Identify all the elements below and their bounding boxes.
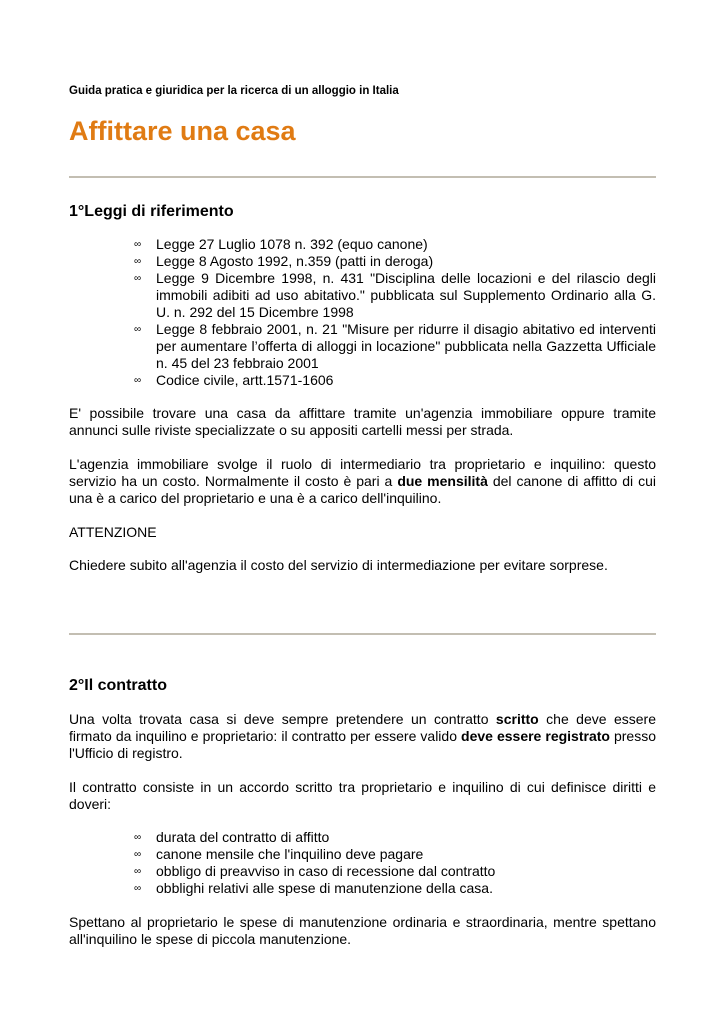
law-text: Legge 8 febbraio 2001, n. 21 "Misure per ridurre il disagio abitativo ed interventi per aumentare l’offerta di alloggi in locazione" pubblicata nella Gazzetta Ufficiale n. 45 del 23 febbraio 2001: [156, 321, 656, 371]
infinity-icon: ∞: [134, 273, 142, 284]
contract-item-text: obbligo di preavviso in caso di recessione dal contratto: [156, 863, 496, 879]
text-fragment: presso l'Ufficio di registro.: [69, 728, 657, 761]
document-subtitle: Guida pratica e giuridica per la ricerca di un alloggio in Italia: [69, 85, 399, 97]
infinity-icon: ∞: [134, 832, 142, 843]
paragraph-maintenance: Spettano al proprietario le spese di manutenzione ordinaria e straordinaria, mentre spettano all'inquilino le spese di piccola manutenzione.: [69, 914, 656, 947]
contract-item-text: durata del contratto di affitto: [156, 829, 330, 845]
emphasis-due-mensilita: due mensilità: [397, 473, 488, 489]
text-fragment: del canone di affitto di cui una è a carico del proprietario e una è a carico dell'inquilino.: [69, 473, 657, 506]
infinity-icon: ∞: [134, 883, 142, 894]
list-item: [134, 863, 656, 880]
section-heading-laws: 1°Leggi di riferimento: [69, 203, 234, 220]
infinity-icon: ∞: [134, 866, 142, 877]
text-fragment: L'agenzia immobiliare svolge il ruolo di intermediario tra proprietario e inquilino: questo servizio ha un costo. Normalmente il costo è pari a: [69, 456, 656, 489]
list-item: [134, 236, 656, 253]
law-text: Legge 9 Dicembre 1998, n. 431 "Disciplina delle locazioni e del rilascio degli immobili adibiti ad uso abitativo." pubblicata sul Supplemento Ordinario alla G. U. n. 292 del 15 Dicembre 1998: [156, 270, 656, 320]
section-heading-contract: 2°Il contratto: [69, 677, 167, 694]
divider: [69, 176, 656, 178]
law-text: Codice civile, artt.1571-1606: [156, 372, 334, 388]
contract-items-list: [134, 829, 656, 897]
list-item: [134, 829, 656, 846]
infinity-icon: ∞: [134, 256, 142, 267]
infinity-icon: ∞: [134, 324, 142, 335]
page-title: Affittare una casa: [69, 116, 296, 146]
contract-item-text: obblighi relativi alle spese di manutenzione della casa.: [156, 880, 493, 896]
laws-list: [134, 236, 656, 389]
paragraph-contract-content: Il contratto consiste in un accordo scritto tra proprietario e inquilino di cui definisce diritti e doveri:: [69, 779, 656, 812]
divider: [69, 633, 656, 635]
text-fragment: Una volta trovata casa si deve sempre pretendere un contratto: [69, 711, 496, 727]
text-fragment: che deve essere firmato da inquilino e proprietario: il contratto per essere valido: [69, 711, 656, 744]
law-text: Legge 27 Luglio 1078 n. 392 (equo canone): [156, 236, 428, 252]
list-item: [134, 321, 656, 372]
emphasis-registrato: deve essere registrato: [461, 728, 610, 744]
paragraph-agency-search: E' possibile trovare una casa da affittare tramite un'agenzia immobiliare oppure tramite annunci sulle riviste specializzate o su appositi cartelli messi per strada.: [69, 405, 656, 438]
list-item: [134, 253, 656, 270]
emphasis-scritto: scritto: [495, 711, 539, 727]
paragraph-agency-cost: [69, 456, 656, 507]
list-item: [134, 880, 656, 897]
paragraph-attention-note: Chiedere subito all'agenzia il costo del servizio di intermediazione per evitare sorprese.: [69, 557, 608, 573]
list-item: [134, 372, 656, 389]
infinity-icon: ∞: [134, 849, 142, 860]
paragraph-written-contract: [69, 711, 656, 762]
contract-item-text: canone mensile che l'inquilino deve pagare: [156, 846, 424, 862]
infinity-icon: ∞: [134, 239, 142, 250]
list-item: [134, 846, 656, 863]
list-item: [134, 270, 656, 321]
infinity-icon: ∞: [134, 375, 142, 386]
attention-label: ATTENZIONE: [69, 524, 157, 540]
law-text: Legge 8 Agosto 1992, n.359 (patti in deroga): [156, 253, 434, 269]
